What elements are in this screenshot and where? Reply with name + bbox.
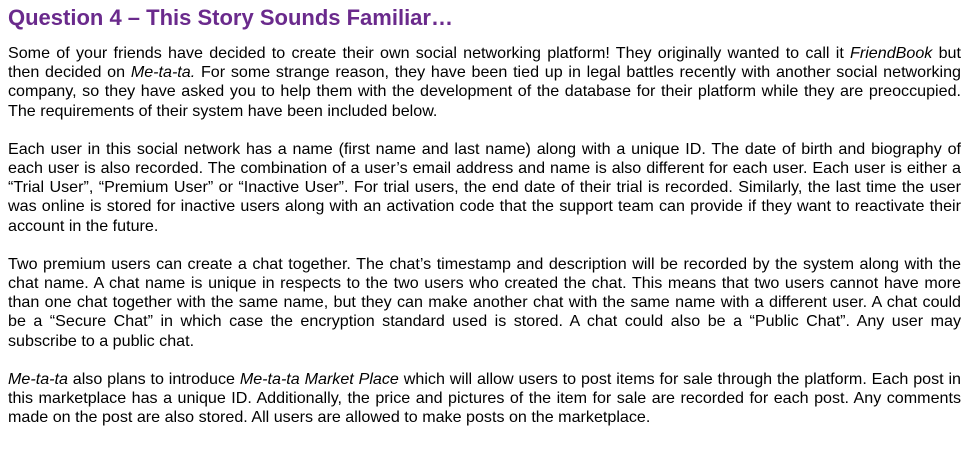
text-segment: which will allow users to post items for sale through the platform. Each post in this marketplace has a unique ID. Additionally, the price and pictures of the item for sale are recorded for each post. Any comments made on the post are also stored. All users are allowed to make posts on the marketplace. bbox=[8, 369, 961, 427]
question-heading: Question 4 – This Story Sounds Familiar… bbox=[8, 5, 453, 30]
paragraph-chats bbox=[8, 255, 961, 351]
paragraph-intro bbox=[8, 44, 961, 121]
paragraph-marketplace bbox=[8, 370, 961, 428]
text-segment: Two premium users can create a chat together. The chat’s timestamp and description will be recorded by the system along with the chat name. A chat name is unique in respects to the two users who created the chat. This means that two users cannot have more than one chat together with the same name, but they can make another chat with the same name with a different user. A chat could be a “Secure Chat” in which case the encryption standard used is stored. A chat could also be a “Public Chat”. Any user may subscribe to a public chat. bbox=[8, 254, 961, 350]
text-segment: For some strange reason, they have been tied up in legal battles recently with another social networking company, so they have asked you to help them with the development of the database for their platform while they are preoccupied. The requirements of their system have been included below. bbox=[8, 63, 962, 120]
text-segment-italic: FriendBook bbox=[850, 44, 933, 62]
text-segment-italic: Me-ta-ta. bbox=[130, 63, 196, 82]
text-segment: also plans to introduce bbox=[67, 369, 240, 388]
text-segment: Each user in this social network has a name (first name and last name) along with a unique ID. The date of birth and biography of each user is also recorded. The combination of a user’s email address and name is also different for each user. Each user is either a “Trial User”, “Premium User” or “Inactive User”. For trial users, the end date of their trial is recorded. Similarly, the last time the user was online is stored for inactive users along with an activation code that the support team can provide if they want to reactivate their account in the future. bbox=[8, 139, 961, 235]
text-segment-italic: Me-ta-ta Market Place bbox=[239, 369, 399, 388]
text-segment: but then decided on bbox=[8, 44, 961, 82]
paragraph-users bbox=[8, 140, 961, 236]
text-segment-italic: Me-ta-ta bbox=[8, 369, 68, 388]
text-segment: Some of your friends have decided to create their own social networking platform! They originally wanted to call it bbox=[8, 44, 851, 62]
